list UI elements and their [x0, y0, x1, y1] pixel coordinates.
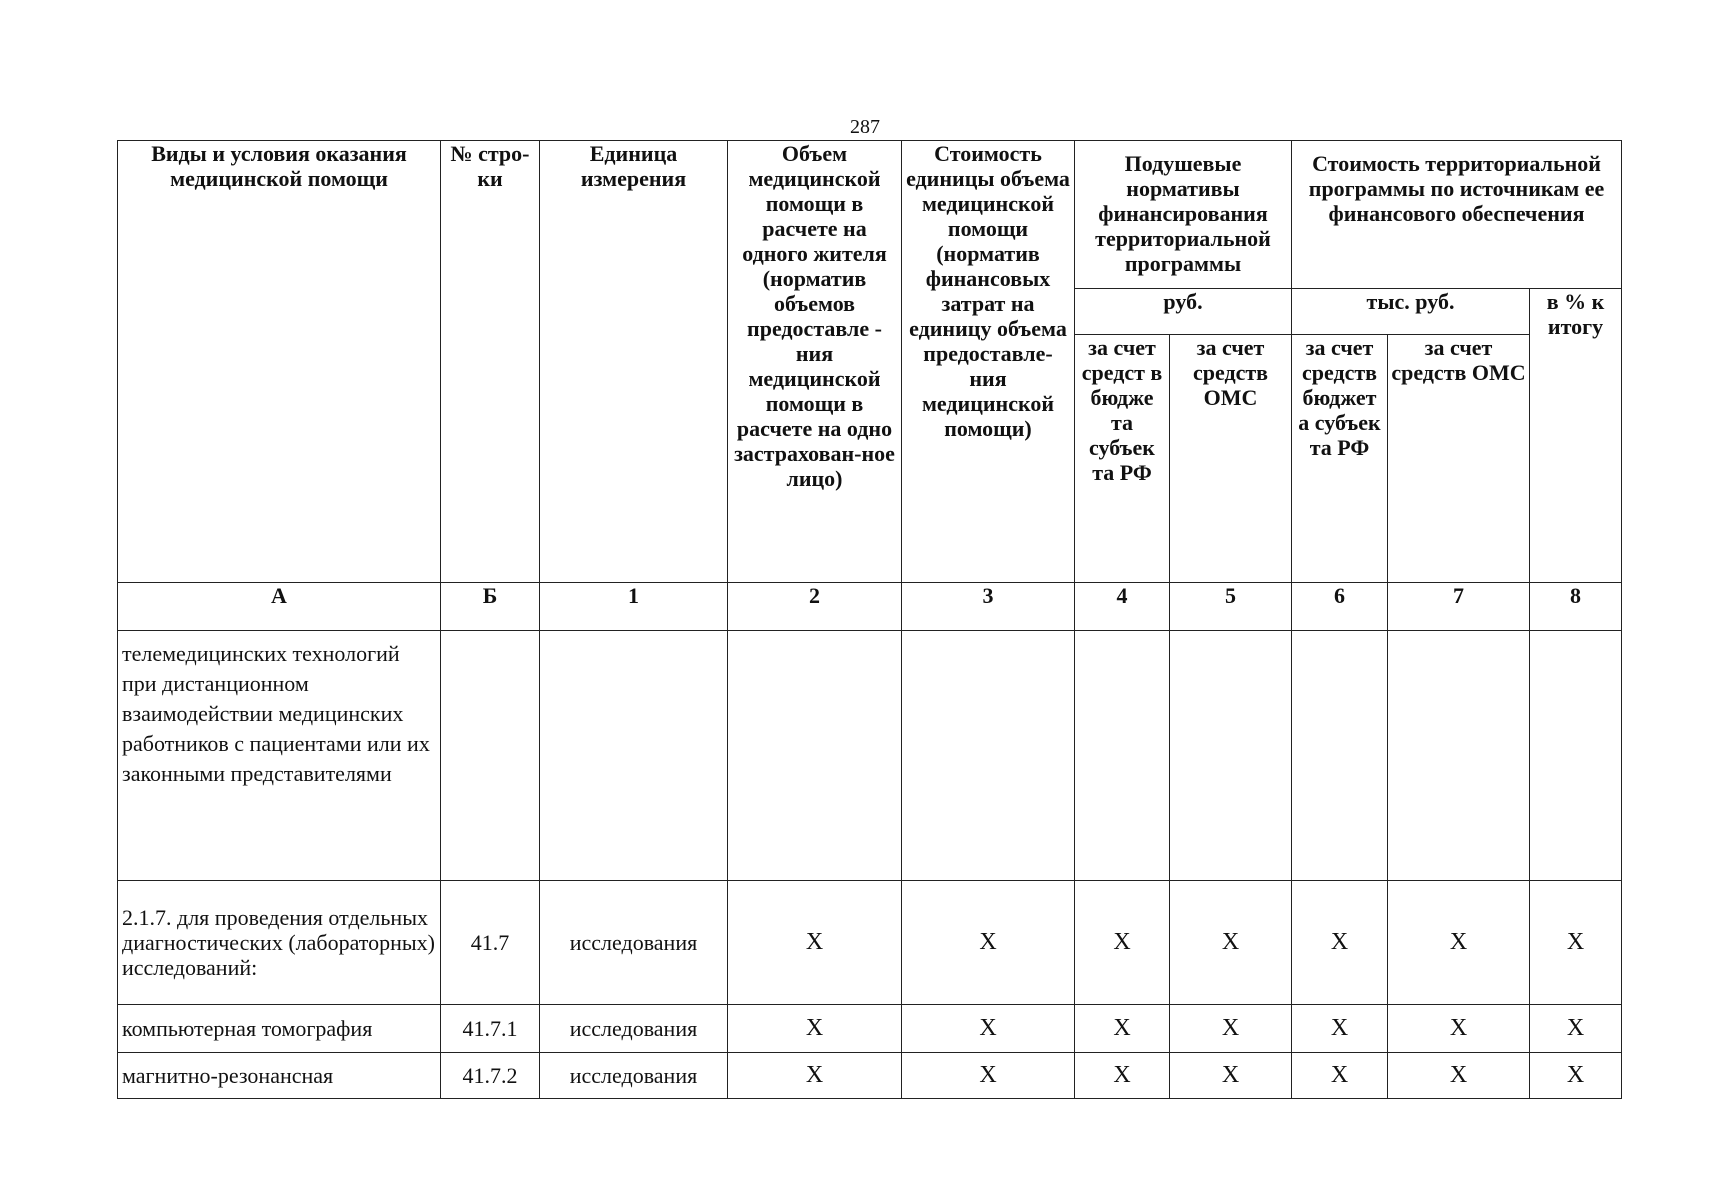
table-row	[118, 881, 1622, 1005]
header-per-capita-group: Подушевые нормативы финансирования территориальной программы	[1075, 141, 1292, 289]
row-unit: исследования	[540, 881, 728, 1005]
header-row	[118, 141, 1622, 289]
row-name: телемедицинских технологий при дистанционном взаимодействии медицинских работников с пациентами или их законными представителями	[118, 631, 441, 881]
row-name: магнитно-резонансная	[118, 1053, 441, 1099]
page-number: 287	[850, 116, 880, 138]
row-value: Х	[1075, 881, 1170, 1005]
header-percent-total: в % к итогу	[1530, 289, 1622, 583]
row-unit: исследования	[540, 1053, 728, 1099]
row-value: Х	[1170, 1053, 1292, 1099]
row-unit: исследования	[540, 1005, 728, 1053]
row-value	[728, 631, 902, 881]
row-value: Х	[1075, 1053, 1170, 1099]
row-value: Х	[1530, 881, 1622, 1005]
table-row	[118, 1005, 1622, 1053]
row-value	[1075, 631, 1170, 881]
row-value: Х	[728, 1005, 902, 1053]
row-value: Х	[728, 881, 902, 1005]
row-value: Х	[1292, 881, 1388, 1005]
row-value: Х	[1530, 1005, 1622, 1053]
column-index: 6	[1292, 583, 1388, 631]
column-index: 2	[728, 583, 902, 631]
row-value: Х	[1292, 1005, 1388, 1053]
column-index: 3	[902, 583, 1075, 631]
row-line-number: 41.7	[441, 881, 540, 1005]
row-value: Х	[902, 1053, 1075, 1099]
column-index: Б	[441, 583, 540, 631]
column-index: 1	[540, 583, 728, 631]
row-name: компьютерная томография	[118, 1005, 441, 1053]
row-value: Х	[1292, 1053, 1388, 1099]
row-line-number	[441, 631, 540, 881]
header-thousand-oms: за счет средств ОМС	[1388, 335, 1530, 583]
row-value	[902, 631, 1075, 881]
header-thousand-budget: за счет средств бюджет а субъек та РФ	[1292, 335, 1388, 583]
row-value: Х	[1530, 1053, 1622, 1099]
column-index: 8	[1530, 583, 1622, 631]
row-value	[1170, 631, 1292, 881]
row-value: Х	[902, 1005, 1075, 1053]
row-value: Х	[1075, 1005, 1170, 1053]
row-value: Х	[1170, 881, 1292, 1005]
row-unit	[540, 631, 728, 881]
row-name: 2.1.7. для проведения отдельных диагностических (лабораторных) исследований:	[118, 881, 441, 1005]
column-index: А	[118, 583, 441, 631]
row-value: Х	[1388, 1005, 1530, 1053]
header-unit-rub: руб.	[1075, 289, 1292, 335]
column-index: 7	[1388, 583, 1530, 631]
header-line-number: № стро-ки	[441, 141, 540, 583]
financing-table	[117, 140, 1622, 1099]
row-line-number: 41.7.1	[441, 1005, 540, 1053]
row-value: Х	[1170, 1005, 1292, 1053]
row-value: Х	[902, 881, 1075, 1005]
table-row	[118, 631, 1622, 881]
header-unit: Единица измерения	[540, 141, 728, 583]
row-value: Х	[1388, 881, 1530, 1005]
row-value	[1292, 631, 1388, 881]
row-value: Х	[1388, 1053, 1530, 1099]
column-index-row	[118, 583, 1622, 631]
column-index: 4	[1075, 583, 1170, 631]
header-unit-thousand-rub: тыс. руб.	[1292, 289, 1530, 335]
header-volume: Объем медицинской помощи в расчете на одного жителя (норматив объемов предоставле - ния медицинской помощи в расчете на одно застрахован-ное лицо)	[728, 141, 902, 583]
table-row	[118, 1053, 1622, 1099]
header-program-cost-group: Стоимость территориальной программы по источникам ее финансового обеспечения	[1292, 141, 1622, 289]
header-rub-budget: за счет средст в бюдже та субъек та РФ	[1075, 335, 1170, 583]
row-value	[1530, 631, 1622, 881]
row-value: Х	[728, 1053, 902, 1099]
row-line-number: 41.7.2	[441, 1053, 540, 1099]
column-index: 5	[1170, 583, 1292, 631]
row-value	[1388, 631, 1530, 881]
header-unit-cost: Стоимость единицы объема медицинской помощи (норматив финансовых затрат на единицу объема предоставле-ния медицинской помощи)	[902, 141, 1075, 583]
header-kinds-conditions: Виды и условия оказания медицинской помощи	[118, 141, 441, 583]
header-rub-oms: за счет средств ОМС	[1170, 335, 1292, 583]
